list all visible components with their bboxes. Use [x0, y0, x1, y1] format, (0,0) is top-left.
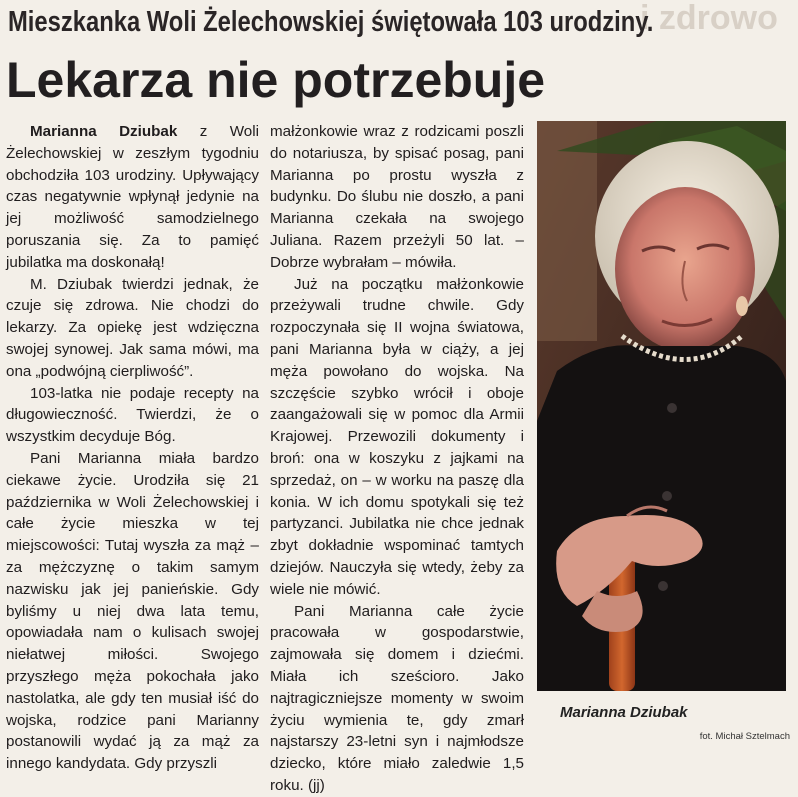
- headline: Lekarza nie potrzebuje: [6, 52, 626, 112]
- portrait-illustration: [537, 121, 786, 691]
- article-column-2: [270, 121, 524, 797]
- paragraph: M. Dziubak twierdzi jednak, że czuje się zdrowa. Nie chodzi do lekarzy. Za opiekę jest wdzięczna swojej synowej. Jak sama mówi, ma ona „podwójną cierpliwość”.: [6, 275, 259, 380]
- photo-caption: Marianna Dziubak: [560, 704, 688, 721]
- paragraph: 103-latka nie podaje recepty na długowieczność. Twierdzi, że o wszystkim decyduje Bóg.: [6, 384, 259, 446]
- portrait-photo: [537, 121, 786, 691]
- photo-credit: fot. Michał Sztelmach: [699, 731, 790, 742]
- paragraph: Pani Marianna całe życie pracowała w gospodarstwie, zajmowała się domem i dziećmi. Miała ich sześcioro. Jako najtragiczniejsze momenty w swoim życiu wymienia te, gdy zmarł najstarszy 23-letni syn i najmłodsze dziecko, które miało zaledwie 1,5 roku. (jj): [270, 602, 524, 794]
- kicker: Mieszkanka Woli Żelechowskiej świętowała 103 urodziny.: [8, 6, 654, 38]
- paragraph: małżonkowie wraz z rodzicami poszli do notariusza, by spisać posag, pani Marianna po prostu wyszła z budynku. Do ślubu nie doszło, a pani Marianna czekała na swojego Juliana. Razem przeżyli 50 lat. – Dobrze wybrałam – mówiła.: [270, 123, 524, 271]
- article-column-1: [6, 121, 259, 775]
- paragraph: Już na początku małżonkowie przeżywali trudne chwile. Gdy rozpoczynała się II wojna światowa, pani Marianna była w ciąży, a jej męża powołano do wojska. Na szczęście szybko wrócił i oboje zaangażowali się w pomoc dla Armii Krajowej. Przewozili dokumenty i broń: ona w koszyku z jajkami na sprzedaż, on – w worku na paszę dla konia. W ich domu spotykali się też partyzanci. Jubilatka nie chce jednak zbyt dokładnie wspominać tamtych dziejów. Nauczyła się wtedy, żeby za wiele nie mówić.: [270, 275, 524, 598]
- neighbour-article-fragment: i zdrowo: [640, 0, 778, 37]
- lead-name: Marianna Dziubak: [30, 123, 178, 140]
- paragraph: Marianna Dziubak z Woli Żelechowskiej w zeszłym tygodniu obchodziła 103 urodziny. Upływający czas negatywnie wpłynął jedynie na jej możliwość samodzielnego poruszania się. Za to pamięć jubilatka ma doskonałą!: [6, 123, 260, 271]
- paragraph: Pani Marianna miała bardzo ciekawe życie. Urodziła się 21 października w Woli Żelechowskiej i całe życie mieszka w tej miejscowości: Tutaj wyszła za mąż – za mężczyznę o takim samym nazwisku jak jej panieńskie. Gdy byliśmy u niej dwa lata temu, opowiadała nam o kulisach swojej niełatwej miłości. Swojego przyszłego męża pokochała jako nastolatka, ale gdy ten musiał iść do wojska, rodzice pani Marianny postanowili wydać ją za mąż za innego kandydata. Gdy przyszli: [6, 449, 259, 773]
